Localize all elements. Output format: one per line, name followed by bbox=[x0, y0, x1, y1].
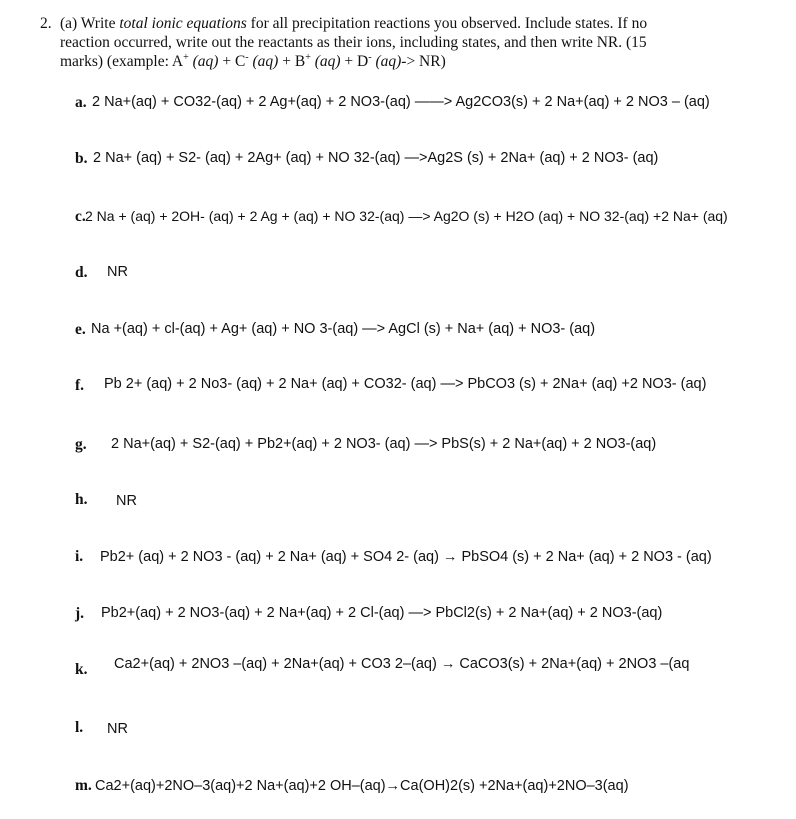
answer-equation: Pb2+(aq) + 2 NO3-(aq) + 2 Na+(aq) + 2 Cl-(aq) —> PbCl2(s) + 2 Na+(aq) + 2 NO3-(aq) bbox=[101, 605, 663, 621]
question-line-2: reaction occurred, write out the reactants as their ions, including states, and then write NR. (15 bbox=[60, 34, 647, 51]
answer-letter: h. bbox=[75, 491, 88, 508]
question-number: 2. bbox=[40, 15, 52, 32]
answer-equation: Pb 2+ (aq) + 2 No3- (aq) + 2 Na+ (aq) + CO32- (aq) —> PbCO3 (s) + 2Na+ (aq) +2 NO3- (aq) bbox=[104, 376, 707, 392]
answer-equation: NR bbox=[107, 721, 128, 737]
answer-letter: g. bbox=[75, 436, 87, 453]
answer-letter: d. bbox=[75, 264, 88, 281]
answer-letter: c. bbox=[75, 208, 86, 225]
answer-equation: NR bbox=[107, 264, 128, 280]
answer-equation: 2 Na+(aq) + S2-(aq) + Pb2+(aq) + 2 NO3- (aq) —> PbS(s) + 2 Na+(aq) + 2 NO3-(aq) bbox=[111, 436, 657, 452]
question-line-3: marks) (example: A+ (aq) + C- (aq) + B+ (aq) + D- (aq)-> NR) bbox=[60, 52, 446, 70]
question-line-1: (a) Write total ionic equations for all precipitation reactions you observed. Include states. If no bbox=[60, 15, 648, 32]
answer-equation: 2 Na+(aq) + CO32-(aq) + 2 Ag+(aq) + 2 NO3-(aq) ——> Ag2CO3(s) + 2 Na+(aq) + 2 NO3 – (aq) bbox=[92, 94, 710, 110]
answer-letter: j. bbox=[75, 605, 85, 622]
answer-letter: e. bbox=[75, 321, 86, 338]
answer-letter: b. bbox=[75, 150, 88, 167]
question-text bbox=[60, 14, 720, 71]
emphasis-total-ionic: total ionic equations bbox=[119, 15, 247, 32]
answer-letter: l. bbox=[75, 719, 84, 736]
answer-equation: Ca2+(aq) + 2NO3 –(aq) + 2Na+(aq) + CO3 2–(aq) → CaCO3(s) + 2Na+(aq) + 2NO3 –(aq bbox=[114, 656, 690, 672]
answer-equation: 2 Na + (aq) + 2OH- (aq) + 2 Ag + (aq) + NO 32-(aq) —> Ag2O (s) + H2O (aq) + NO 32-(aq) +2 Na+ (aq) bbox=[85, 208, 728, 224]
answer-letter: f. bbox=[75, 377, 85, 394]
answer-letter: m. bbox=[75, 777, 92, 794]
answer-equation: Pb2+ (aq) + 2 NO3 - (aq) + 2 Na+ (aq) + SO4 2- (aq) → PbSO4 (s) + 2 Na+ (aq) + 2 NO3 - (aq) bbox=[100, 549, 712, 565]
answer-letter: k. bbox=[75, 661, 88, 678]
answer-letter: a. bbox=[75, 94, 87, 111]
answer-equation: NR bbox=[116, 493, 137, 509]
answer-letter: i. bbox=[75, 548, 84, 565]
answer-equation: Ca2+(aq)+2NO–3(aq)+2 Na+(aq)+2 OH–(aq)→Ca(OH)2(s) +2Na+(aq)+2NO–3(aq) bbox=[95, 778, 629, 794]
answer-equation: Na +(aq) + cl-(aq) + Ag+ (aq) + NO 3-(aq) —> AgCl (s) + Na+ (aq) + NO3- (aq) bbox=[91, 321, 596, 337]
answer-equation: 2 Na+ (aq) + S2- (aq) + 2Ag+ (aq) + NO 32-(aq) —>Ag2S (s) + 2Na+ (aq) + 2 NO3- (aq) bbox=[93, 150, 659, 166]
